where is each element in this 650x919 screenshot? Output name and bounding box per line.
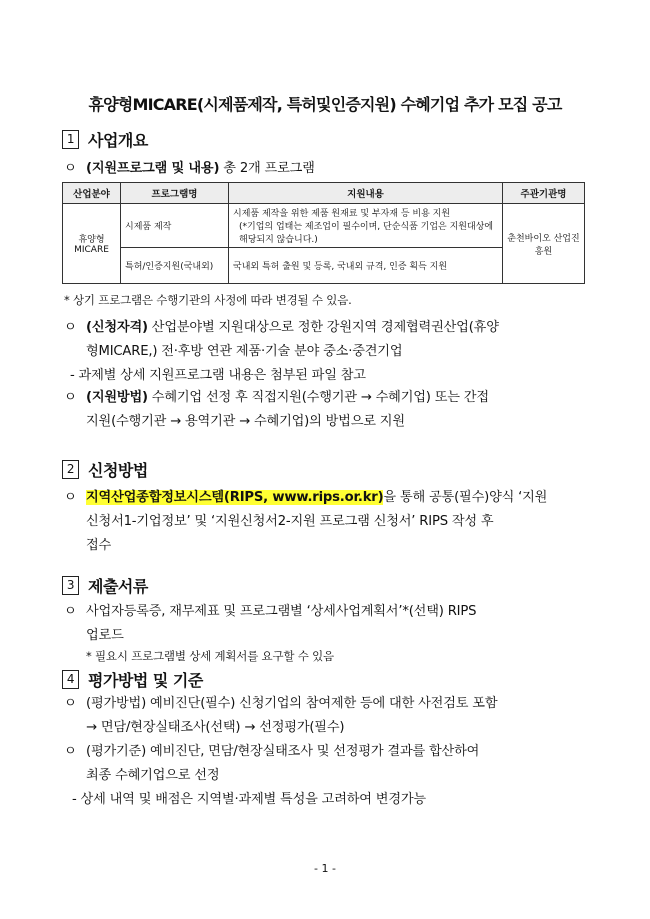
section-number: 3: [62, 576, 79, 595]
cell-program: 시제품 제작: [121, 204, 229, 248]
section-number: 4: [62, 670, 79, 689]
header-industry: 산업분야: [63, 183, 121, 204]
bullet: ㅇ: [64, 161, 77, 176]
docs-text: 사업자등록증, 재무제표 및 프로그램별 ‘상세사업계획서’*(선택) RIPS: [86, 604, 477, 619]
rips-link[interactable]: 지역산업종합정보시스템(RIPS, www.rips.or.kr): [86, 490, 384, 505]
header-program: 프로그램명: [121, 183, 229, 204]
apply-line: [64, 486, 547, 505]
eval-line-4: 최종 수혜기업으로 선정: [86, 768, 220, 783]
section-title: 신청방법: [88, 461, 148, 480]
section-docs-heading: [62, 574, 148, 597]
bullet: ㅇ: [64, 604, 77, 619]
section-title: 평가방법 및 기준: [88, 671, 203, 690]
docs-line: [64, 600, 476, 619]
program-count: 총 2개 프로그램: [219, 161, 315, 176]
section-title: 제출서류: [88, 577, 148, 596]
eval-line-2: → 면담/현장실태조사(선택) → 선정평가(필수): [86, 720, 345, 735]
eval-criteria-line: [64, 740, 479, 759]
cell-agency: 춘천바이오 산업진흥원: [503, 204, 585, 284]
section-apply-heading: [62, 458, 148, 481]
eligibility-line: [64, 316, 499, 335]
cell-industry: 휴양형 MICARE: [63, 204, 121, 284]
eval-sub: - 상세 내역 및 배점은 지역별·과제별 특성을 고려하여 변경가능: [72, 792, 426, 807]
section-title: 사업개요: [88, 131, 148, 150]
section-eval-heading: [62, 668, 203, 691]
eval-text: (평가방법) 예비진단(필수) 신청기업의 참여제한 등에 대한 사전검토 포함: [86, 696, 498, 711]
bullet: ㅇ: [64, 490, 77, 505]
cell-program: 특허/인증지원(국내외): [121, 248, 229, 284]
apply-line-3: 접수: [86, 538, 112, 553]
eval-line: [64, 692, 497, 711]
eligibility-sub: - 과제별 상세 지원프로그램 내용은 첨부된 파일 참고: [70, 368, 366, 383]
bullet: ㅇ: [64, 744, 77, 759]
program-heading: (지원프로그램 및 내용): [86, 161, 220, 176]
bullet: ㅇ: [64, 696, 77, 711]
table-footnote: * 상기 프로그램은 수행기관의 사정에 따라 변경될 수 있음.: [64, 293, 352, 307]
apply-text: 을 통해 공통(필수)양식 ‘지원: [383, 490, 548, 505]
eligibility-text: 산업분야별 지원대상으로 정한 강원지역 경제협력권산업(휴양: [147, 320, 499, 335]
page-number: - 1 -: [314, 862, 336, 875]
method-line-2: 지원(수행기관 → 용역기관 → 수혜기업)의 방법으로 지원: [86, 414, 405, 429]
header-content: 지원내용: [229, 183, 503, 204]
apply-line-2: 신청서1-기업정보’ 및 ‘지원신청서2-지원 프로그램 신청서’ RIPS 작성 후: [86, 514, 494, 529]
content-main: 시제품 제작을 위한 제품 원재료 및 부자재 등 비용 지원: [233, 209, 451, 219]
method-line: [64, 386, 489, 405]
bullet: ㅇ: [64, 390, 77, 405]
cell-content: 국내외 특허 출원 및 등록, 국내외 규격, 인증 획득 지원: [229, 248, 503, 284]
program-table: [62, 182, 585, 284]
section-number: 2: [62, 460, 79, 479]
table-row: [63, 204, 585, 248]
eligibility-line-2: 형MICARE,) 전·후방 연관 제품·기술 분야 중소·중견기업: [86, 344, 403, 359]
section-number: 1: [62, 130, 79, 149]
eligibility-heading: (신청자격): [86, 320, 148, 335]
section-overview-heading: [62, 128, 148, 151]
table-header-row: [63, 183, 585, 204]
document-title: 휴양형MICARE(시제품제작, 특허및인증지원) 수혜기업 추가 모집 공고: [88, 95, 562, 114]
program-summary-line: [64, 157, 315, 176]
method-heading: (지원방법): [86, 390, 148, 405]
eval-criteria-text: (평가기준) 예비진단, 면담/현장실태조사 및 선정평가 결과를 합산하여: [86, 744, 480, 759]
cell-content: [229, 204, 503, 248]
method-text: 수혜기업 선정 후 직접지원(수행기관 → 수혜기업) 또는 간접: [147, 390, 489, 405]
header-agency: 주관기관명: [503, 183, 585, 204]
docs-note: * 필요시 프로그램별 상세 계획서를 요구할 수 있음: [86, 649, 334, 663]
content-note: (*기업의 업태는 제조업이 필수이며, 단순식품 기업은 지원대상에 해당되지 않습니다.): [239, 222, 494, 245]
docs-line-2: 업로드: [86, 628, 124, 643]
bullet: ㅇ: [64, 320, 77, 335]
